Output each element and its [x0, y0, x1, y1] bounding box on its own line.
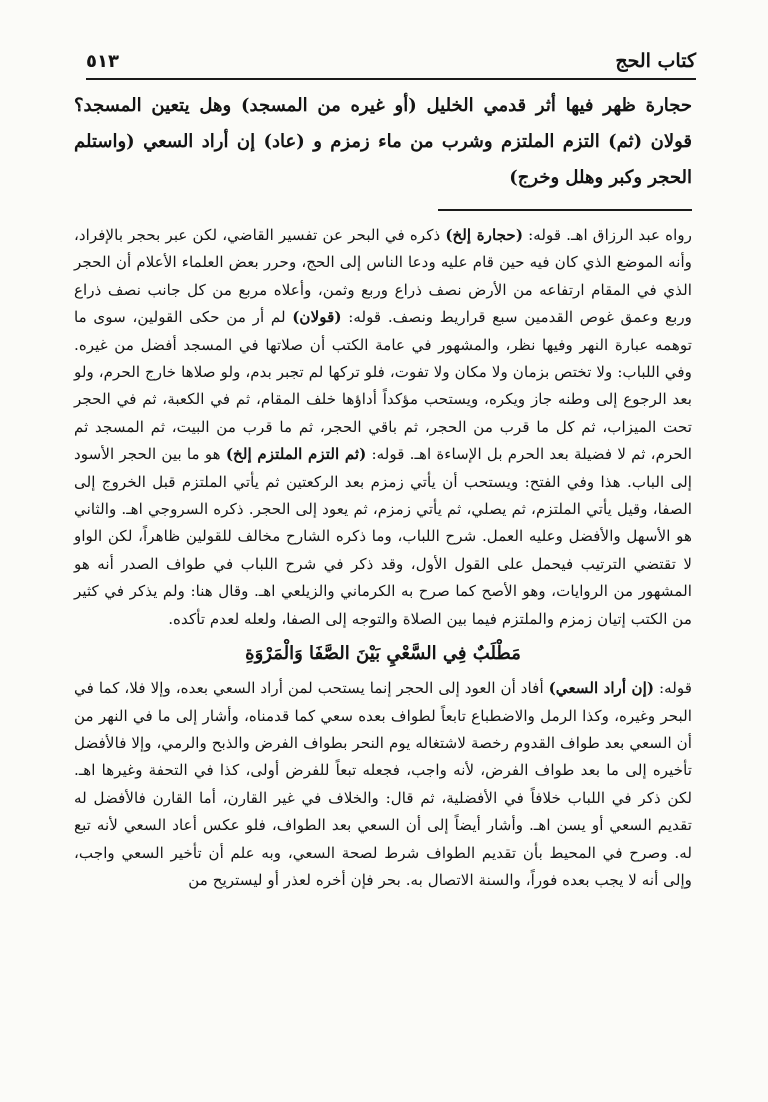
main-text: حجارة ظهر فيها أثر قدمي الخليل (أو غيره من المسجد) وهل يتعين المسجد؟ قولان (ثم) التزم الملتزم وشرب من ماء زمزم و (عاد) إن أراد السعي (واستلم الحجر وكبر وهلل وخرج)	[74, 95, 692, 188]
page-number: ٥١٣	[86, 50, 119, 72]
quoted-phrase: (إن أراد السعي)	[548, 679, 655, 698]
commentary-text: هو ما بين الحجر الأسود إلى الباب. هذا وفي الفتح: ويستحب أن يأتي زمزم بعد الركعتين ثم يأتي الملتزم قبل الخروج إلى الصفا، وقيل يأتي الملتزم، ثم يصلي، ثم يأتي زمزم، ثم يعود إلى الحجر. ذكره السروجي اهـ. والثاني هو الأسهل والأفضل وعليه العمل. شرح اللباب، وما ذكره الشارح مخالف للقولين ظاهراً، لكن الواو لا تقتضي الترتيب فيحمل على القول الأول، وقد ذكر في شرح اللباب في طواف الصدر أنه هو المشهور من الروايات، وهو الأصح كما صرح به الكرماني والزيلعي اهـ. وقال هنا: ولم يذكر في كثير من الكتب إتيان زمزم والملتزم فيما بين الصلاة والتوجه إلى الصفا، ولعله لعدم تأكده.	[74, 445, 692, 628]
quoted-phrase: (قولان)	[292, 308, 342, 327]
commentary	[74, 222, 692, 894]
separator-rule	[438, 209, 692, 211]
commentary-text: أفاد أن العود إلى الحجر إنما يستحب لمن أراد السعي بعده، وإلا فلا، كما في البحر وغيره، وكذا الرمل والاضطباع تابعاً لطواف بعده سعي كما قدمناه، وأشار إلى ما في النهر من أن السعي بعد طواف القدوم رخصة لاشتغاله يوم النحر بطواف الفرض والذبح والرمي، وإلا فالأفضل تأخيره إلى ما بعد طواف الفرض، لأنه واجب، فجعله تبعاً للفرض أولى، كذا في التحفة وغيرها اهـ. لكن ذكر في اللباب خلافاً في الأفضلية، ثم قال: والخلاف في غير القارن، أما القارن فالأفضل له تقديم السعي أو يسن اهـ. وأشار أيضاً إلى أن السعي بعد الطواف، فلو عكس أعاد السعي لأنه تبع له. وصرح في المحيط بأن تقديم الطواف شرط لصحة السعي، وبه علم أن تأخير السعي واجب، وإلى أنه لا يجب بعده فوراً، والسنة الاتصال به. بحر فإن أخره لعذر أو ليستريح من	[74, 679, 692, 889]
commentary-paragraph	[74, 222, 692, 633]
commentary-text: ذكره في البحر عن تفسير القاضي، لكن عبر بحجر بالإفراد، وأنه الموضع الذي كان فيه حين قام عليه ودعا الناس إلى الحج، وحرر بعض العلماء الأعلام أن الحجر الذي في المقام ارتفاعه من الأرض نصف ذراع وربع وثمن، وأعلاه مربع من كل جانب نصف ذراع وربع وعمق غوص القدمين سبع قراريط ونصف. قوله:	[74, 226, 693, 327]
commentary-text: قوله:	[659, 679, 692, 698]
quoted-phrase: (حجارة إلخ)	[445, 226, 523, 244]
page-header	[86, 44, 696, 80]
commentary-text: رواه عبد الرزاق اهـ. قوله:	[528, 226, 692, 244]
section-heading: مَطْلَبٌ فِي السَّعْيِ بَيْنَ الصَّفَا وَالْمَرْوَةِ	[245, 643, 521, 665]
quoted-phrase: (ثم التزم الملتزم إلخ)	[225, 445, 367, 464]
commentary-text: لم أر من حكى القولين، سوى ما توهمه عبارة النهر وفيها نظر، والمشهور في عامة الكتب أن صلاتها في المسجد أفضل من غيره. وفي اللباب: ولا تختص بزمان ولا مكان ولا تفوت، فلو تركها لم تجبر بدم، ولو صلاها خارج الحرم، ولو بعد الرجوع إلى وطنه جاز ويكره، ويستحب مؤكداً أداؤها خلف المقام، ثم في الكعبة، ثم في الحجر تحت الميزاب، ثم كل ما قرب من الحجر، ثم باقي الحجر، ثم ما قرب من البيت، ثم المسجد ثم الحرم، ثم لا فضيلة بعد الحرم بل الإساءة اهـ. قوله:	[74, 308, 693, 464]
commentary-paragraph	[74, 675, 692, 894]
book-title: كتاب الحج	[615, 50, 696, 72]
